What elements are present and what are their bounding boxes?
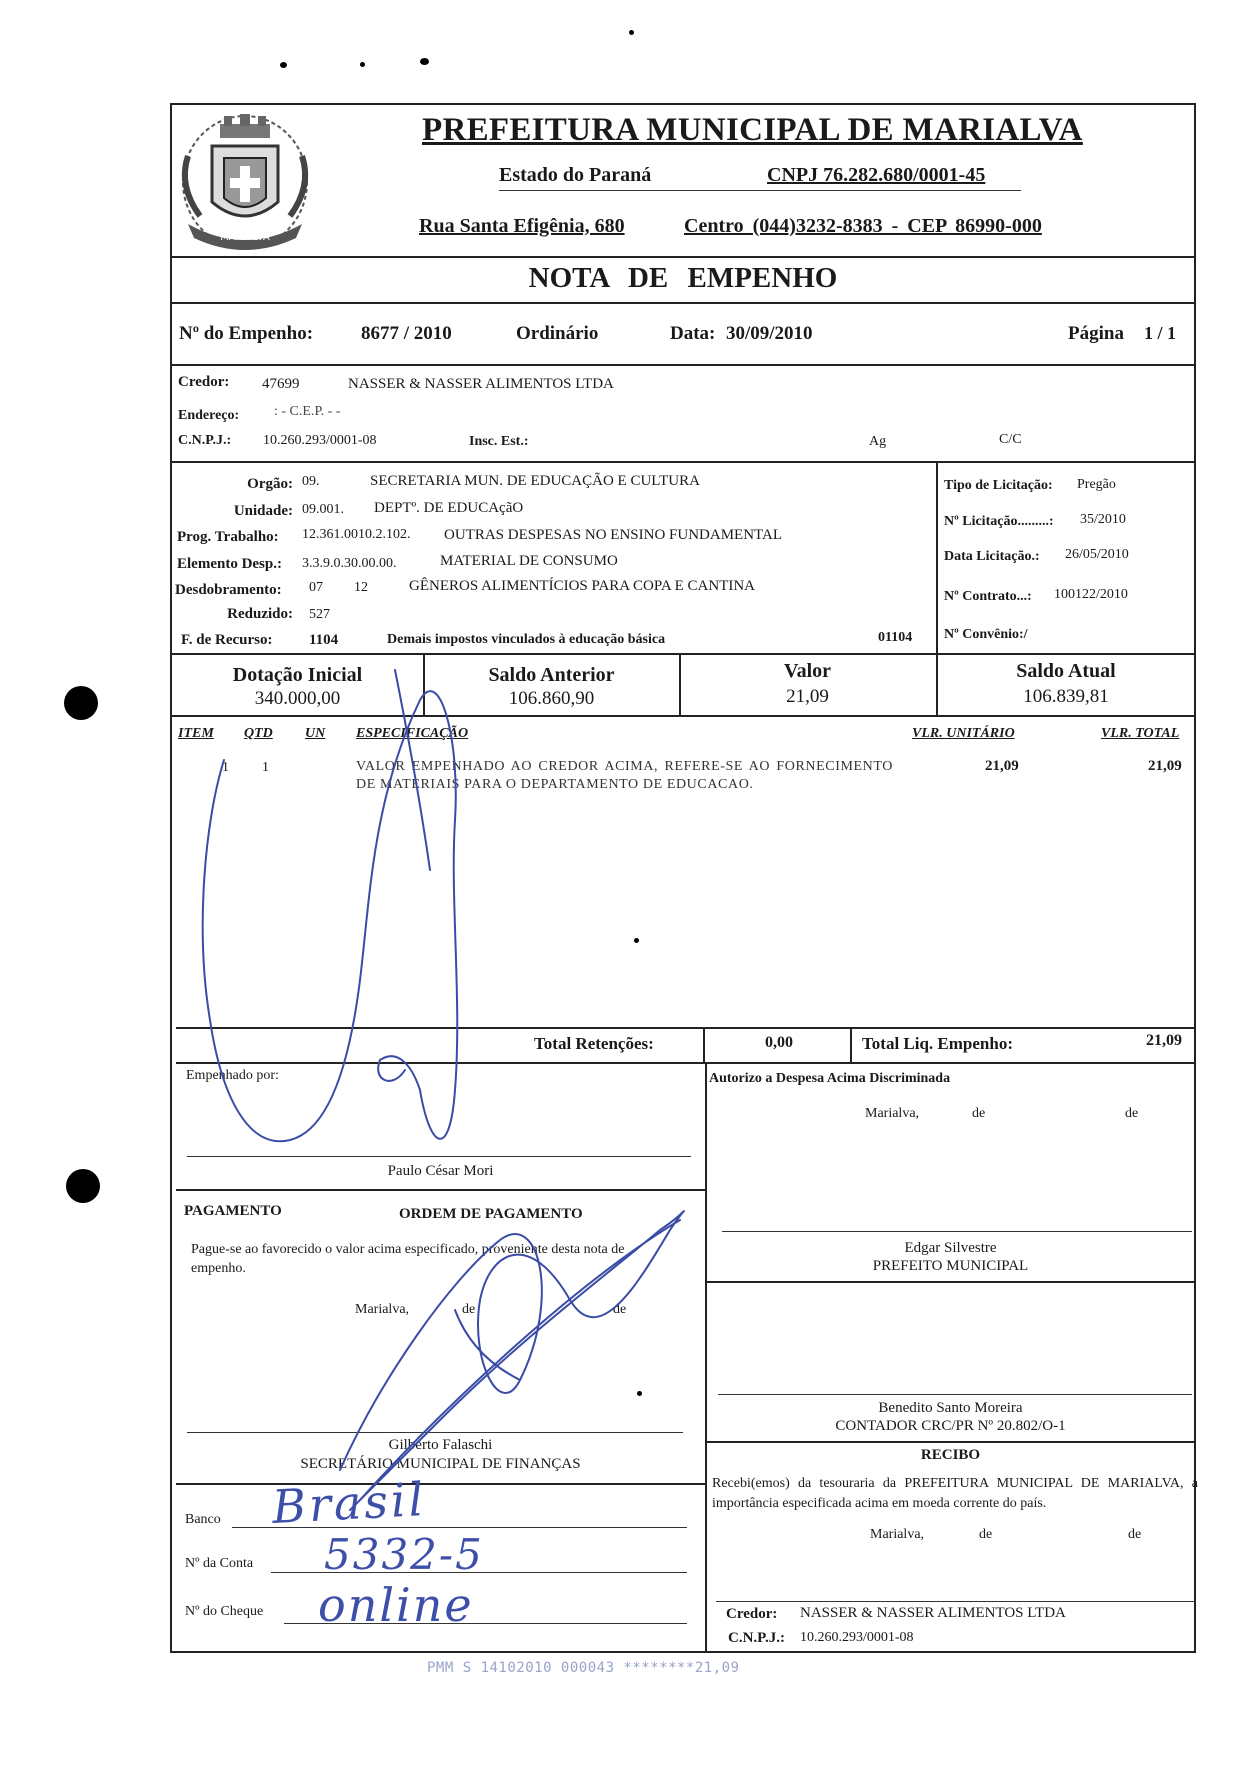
prog-code: 12.361.0010.2.102. xyxy=(302,527,411,542)
autorizo-de-2: de xyxy=(1125,1106,1139,1121)
creditor-code: 47699 xyxy=(262,376,300,392)
num-licitacao-value: 35/2010 xyxy=(1080,512,1126,527)
signature-stroke xyxy=(203,691,458,1141)
municipality-cnpj: CNPJ 76.282.680/0001-45 xyxy=(767,164,986,186)
cheque-label: Nº do Cheque xyxy=(185,1604,264,1619)
num-licitacao-label: Nº Licitação.........: xyxy=(944,514,1054,529)
data-licitacao-label: Data Licitação.: xyxy=(944,549,1040,564)
saldo-anterior-label: Saldo Anterior xyxy=(488,664,615,686)
empenho-number-label: Nº do Empenho: xyxy=(179,323,314,344)
street-address: Rua Santa Efigênia, 680 xyxy=(419,215,625,237)
recurso-label: F. de Recurso: xyxy=(181,632,273,648)
contrato-value: 100122/2010 xyxy=(1054,587,1128,602)
empenho-type: Ordinário xyxy=(516,323,599,344)
document-title: NOTA DE EMPENHO xyxy=(528,262,838,294)
conta-label: Nº da Conta xyxy=(185,1556,254,1571)
contador-title: CONTADOR CRC/PR Nº 20.802/O-1 xyxy=(835,1418,1066,1434)
retencoes-value: 0,00 xyxy=(765,1034,793,1051)
recurso-value: Demais impostos vinculados à educação básica xyxy=(387,632,666,647)
elemento-code: 3.3.9.0.30.00.00. xyxy=(302,556,397,571)
desdobramento-value: GÊNEROS ALIMENTÍCIOS PARA COPA E CANTINA xyxy=(409,578,756,594)
recibo-cnpj-value: 10.260.293/0001-08 xyxy=(800,1630,914,1645)
pagamento-label: PAGAMENTO xyxy=(184,1203,282,1219)
recibo-place: Marialva, xyxy=(870,1527,925,1542)
valor-value: 21,09 xyxy=(786,686,829,707)
address-label: Endereço: xyxy=(178,408,240,423)
recibo-credor-value: NASSER & NASSER ALIMENTOS LTDA xyxy=(800,1605,1066,1621)
autorizo-label: Autorizo a Despesa Acima Discriminada xyxy=(709,1071,951,1086)
page-number: 1 / 1 xyxy=(1144,323,1177,343)
svg-text:MARIALVA: MARIALVA xyxy=(220,232,270,243)
recibo-credor-label: Credor: xyxy=(726,1606,778,1622)
col-header-qtd: QTD xyxy=(244,726,273,741)
recibo-text: Recebi(emos) da tesouraria da PREFEITURA MUNICIPAL DE MARIALVA, a importância especificada acima em moeda corrente do país. xyxy=(712,1476,1198,1511)
col-header-unit-value: VLR. UNITÁRIO xyxy=(912,726,1015,741)
row-qtd: 1 xyxy=(262,760,269,775)
liquido-label: Total Liq. Empenho: xyxy=(862,1034,1013,1053)
banco-label: Banco xyxy=(185,1512,221,1527)
ordem-de-2: de xyxy=(613,1302,627,1317)
secretario-name: Gilberto Falaschi xyxy=(388,1437,493,1453)
handwritten-cheque: online xyxy=(318,1578,474,1632)
empenho-number: 8677 / 2010 xyxy=(361,323,452,344)
municipality-title: PREFEITURA MUNICIPAL DE MARIALVA xyxy=(422,112,1083,148)
row-item: 1 xyxy=(222,760,229,775)
empenhado-label: Empenhado por: xyxy=(186,1068,279,1083)
desdobramento-label: Desdobramento: xyxy=(175,582,282,598)
col-header-total-value: VLR. TOTAL xyxy=(1101,726,1180,741)
handwritten-account: 5332-5 xyxy=(324,1530,484,1579)
empenho-date: 30/09/2010 xyxy=(726,323,813,344)
signature-stroke xyxy=(395,670,430,870)
unidade-code: 09.001. xyxy=(302,502,344,517)
elemento-label: Elemento Desp.: xyxy=(177,556,282,572)
reduzido-value: 527 xyxy=(309,607,330,622)
orgao-code: 09. xyxy=(302,474,320,489)
recibo-label: RECIBO xyxy=(920,1447,981,1463)
date-label: Data: xyxy=(670,323,716,344)
handwritten-bank: Brasil xyxy=(270,1472,428,1534)
secretario-title: SECRETÁRIO MUNICIPAL DE FINANÇAS xyxy=(300,1456,581,1472)
col-header-un: UN xyxy=(305,726,326,741)
autorizo-de-1: de xyxy=(972,1106,986,1121)
prefeito-title: PREFEITO MUNICIPAL xyxy=(872,1258,1029,1274)
ordem-pagamento-label: ORDEM DE PAGAMENTO xyxy=(399,1206,583,1222)
ordem-pagamento-text: Pague-se ao favorecido o valor acima especificado, proveniente desta nota de empenho. xyxy=(191,1242,625,1276)
dotacao-value: 340.000,00 xyxy=(254,688,341,709)
saldo-anterior-value: 106.860,90 xyxy=(508,688,595,709)
convenio-label: Nº Convênio:/ xyxy=(944,627,1028,642)
reduzido-label: Reduzido: xyxy=(227,606,293,622)
desdobramento-code-1: 07 xyxy=(309,580,323,595)
row-spec: VALOR EMPENHADO AO CREDOR ACIMA, REFERE-SE AO FORNECIMENTO DE MATERIAIS PARA O DEPARTAMENTO DE EDUCACAO. xyxy=(356,759,893,792)
creditor-name: NASSER & NASSER ALIMENTOS LTDA xyxy=(348,376,614,392)
authentication-stamp: PMM S 14102010 000043 ********21,09 xyxy=(427,1660,740,1676)
data-licitacao-value: 26/05/2010 xyxy=(1065,547,1129,562)
row-unit-value: 21,09 xyxy=(985,758,1019,774)
valor-label: Valor xyxy=(783,660,832,682)
liquido-value: 21,09 xyxy=(1146,1032,1182,1049)
col-header-spec: ESPECIFICAÇÃO xyxy=(356,726,469,741)
recibo-de-2: de xyxy=(1128,1527,1142,1542)
unidade-value: DEPTº. DE EDUCAçãO xyxy=(374,500,524,516)
prefeito-name: Edgar Silvestre xyxy=(904,1240,997,1256)
page-label: Página xyxy=(1068,323,1124,344)
signature-stroke xyxy=(455,1310,520,1380)
autorizo-place: Marialva, xyxy=(865,1106,920,1121)
signature-stroke xyxy=(378,1060,405,1081)
prog-label: Prog. Trabalho: xyxy=(177,529,279,545)
address-value: : - C.E.P. - - xyxy=(274,404,341,419)
tipo-licitacao-label: Tipo de Licitação: xyxy=(944,478,1053,493)
cnpj-label: C.N.P.J.: xyxy=(178,433,232,448)
ordem-de-1: de xyxy=(462,1302,476,1317)
tipo-licitacao-value: Pregão xyxy=(1077,477,1116,492)
contrato-label: Nº Contrato...: xyxy=(944,589,1032,604)
elemento-value: MATERIAL DE CONSUMO xyxy=(440,553,618,569)
creditor-label: Credor: xyxy=(178,374,230,390)
account-label: C/C xyxy=(999,432,1022,447)
state-name: Estado do Paraná xyxy=(499,164,652,186)
recurso-code-2: 01104 xyxy=(878,630,913,645)
row-total-value: 21,09 xyxy=(1148,758,1182,774)
empenhado-name: Paulo César Mori xyxy=(387,1163,494,1179)
col-header-item: ITEM xyxy=(178,726,214,741)
recibo-de-1: de xyxy=(979,1527,993,1542)
dotacao-label: Dotação Inicial xyxy=(232,664,363,686)
ordem-place: Marialva, xyxy=(355,1302,410,1317)
prog-value: OUTRAS DESPESAS NO ENSINO FUNDAMENTAL xyxy=(444,527,782,543)
saldo-atual-value: 106.839,81 xyxy=(1023,686,1109,707)
signature-stroke xyxy=(360,1220,680,1500)
district-phone-cep: Centro (044)3232-8383 - CEP 86990-000 xyxy=(684,215,1042,237)
recibo-cnpj-label: C.N.P.J.: xyxy=(728,1630,785,1646)
agency-label: Ag xyxy=(869,434,887,449)
creditor-cnpj: 10.260.293/0001-08 xyxy=(263,433,377,448)
insc-est-label: Insc. Est.: xyxy=(469,434,529,449)
contador-name: Benedito Santo Moreira xyxy=(878,1400,1023,1416)
desdobramento-code-2: 12 xyxy=(354,580,368,595)
retencoes-label: Total Retenções: xyxy=(534,1034,654,1053)
orgao-value: SECRETARIA MUN. DE EDUCAÇÃO E CULTURA xyxy=(370,473,700,489)
orgao-label: Orgão: xyxy=(247,476,293,492)
saldo-atual-label: Saldo Atual xyxy=(1016,660,1116,682)
unidade-label: Unidade: xyxy=(233,503,293,519)
recurso-code: 1104 xyxy=(309,632,339,648)
